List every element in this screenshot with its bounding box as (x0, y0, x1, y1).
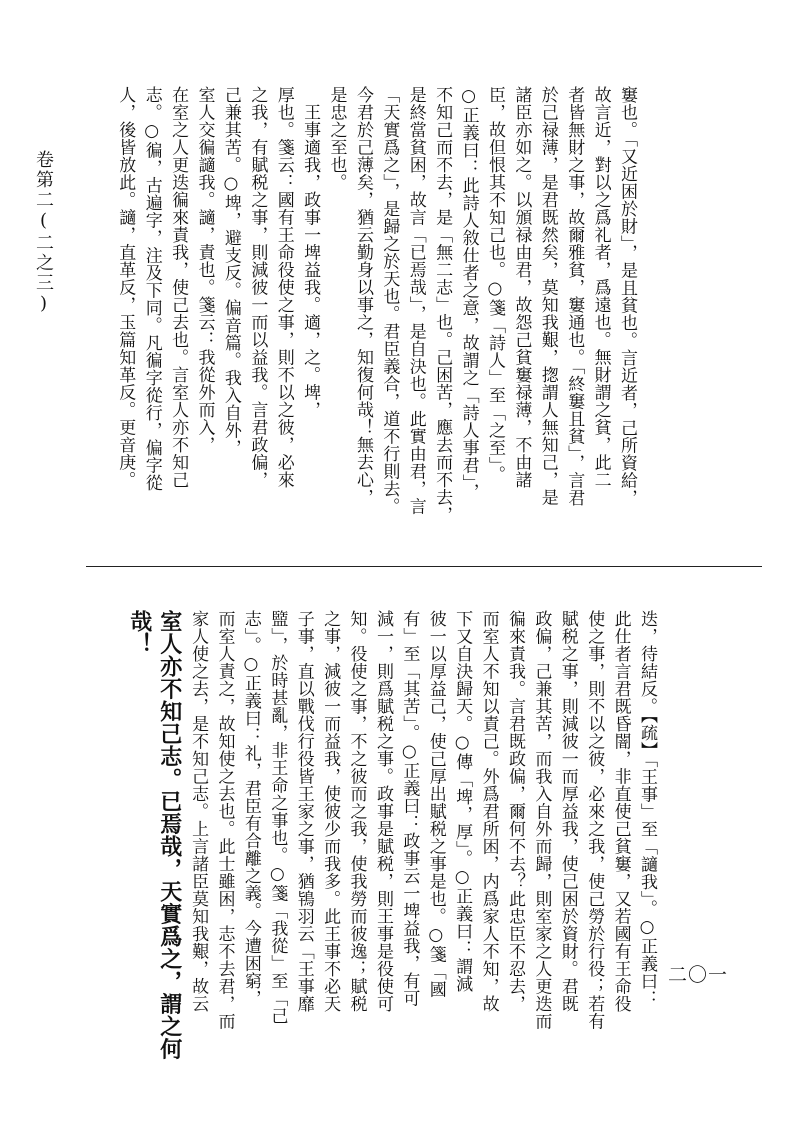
text-column: 是忠之至也。 (326, 86, 347, 191)
text-column: 人，後皆放此。讁，直革反，玉篇知革反。更音庚。 (115, 86, 136, 489)
text-column: 子事，直以戰伐行役皆王家之事，猶鴇羽云「王事靡 (293, 610, 314, 1013)
text-column: 迭，待結反。【疏】「王事」至「讁我」。○正義曰： (637, 610, 657, 1008)
text-column: 減一，則爲賦税之事。政事是賦税，則王事是役使可 (372, 610, 393, 1013)
text-column: 是終當貧困，故言「已焉哉」，是自決也。此實由君，言 (405, 86, 426, 515)
lower-text-block (100, 610, 660, 1080)
text-column: 厚也。箋云：國有王命役使之事，則不以之彼，必來 (273, 86, 294, 489)
text-column: 者皆無財之事，故爾雅貧，窶通也。「終窶且貧」，言君 (564, 86, 585, 507)
text-column: 此仕者言君既昏闇，非直使己貧窶，又若國有王命役 (610, 610, 631, 1013)
text-column: 徧來責我。言君既政偏，爾何不去？此忠臣不忍去， (504, 610, 525, 1013)
text-column: 哉！ (126, 610, 153, 655)
text-column: 臣，故但恨其不知己也。○箋「詩人」至「之至」。 (484, 86, 505, 483)
section-divider (86, 566, 762, 567)
text-column: 室人亦不知己志。已焉哉，天實爲之，謂之何 (156, 610, 183, 1060)
text-column: 彼一以厚益己，使己厚出賦税之事是也。○箋「國 (425, 610, 446, 998)
text-column: 政偏，己兼其苦，而我入自外而歸，則室家之人更迭而 (531, 610, 552, 1030)
text-column: 己兼其苦。○埤，避支反。偏音篇。我入自外， (220, 86, 241, 457)
text-column: 使之事，則不以之彼，必來之我，使己勞於行役；若有 (584, 610, 605, 1030)
text-column: ○正義曰：此詩人敘仕者之意，故謂之「詩人事君」， (458, 86, 479, 501)
upper-text-block (80, 86, 640, 546)
text-column: 而室人責之，故知使之去也。此士雖困，志不去君，而 (214, 610, 235, 1030)
text-column: 家人使之去，是不知己志。上言諸臣莫知我艱，故云 (188, 610, 209, 1013)
text-column: 於己禄薄，是君既然矣，莫知我艱，揔謂人無知己，是 (537, 86, 558, 506)
text-column: 志」。○正義曰：礼，君臣有合離之義。今遭困窮， (240, 610, 261, 1007)
text-column: 窶也。「又近困於財」，是且貧也。言近者，己所資給， (617, 86, 637, 507)
text-column: 王事適我，政事一埤益我。適，之。埤， (300, 86, 321, 419)
text-column: 今君於己薄矣，猶云勤身以事之，知復何哉！無去心， (352, 86, 373, 506)
text-column: 諸臣亦如之。以頒禄由君，故怨己貧窶禄薄，不由諸 (511, 86, 532, 489)
page-number: 二〇一 (668, 964, 729, 986)
text-column: 盬」，於時甚亂，非王命之事也。○箋「我從」至「己 (267, 610, 288, 1025)
text-column: 有」至「其苦」。○正義曰：政事云一埤益我，有可 (399, 610, 420, 1007)
text-column: 室人交徧讁我。讁，責也。箋云：我從外而入， (194, 86, 215, 454)
text-column: 不知己而不去，是「無二志」也。己困苦，應去而不去， (432, 86, 453, 524)
text-column: 賦税之事，則減彼一而厚益我，使己困於資財。君既 (557, 610, 578, 1013)
text-column: 在室之人更迭徧來責我，使己去也。言室人亦不知己 (168, 86, 189, 489)
text-column: 而室人不知以責己。外爲君所困，内爲家人不知，故 (478, 610, 499, 1013)
running-head: 卷第二(二之三) (33, 150, 54, 316)
text-column: 故言近，對以之爲礼者，爲遠也。無財謂之貧，此二 (590, 86, 611, 489)
text-column: 「天實爲之」，是歸之於天也。君臣義合，道不行則去。 (379, 86, 400, 515)
text-column: 之事，減彼一而益我，使彼少而我多。此王事不必天 (320, 610, 341, 1013)
text-column: 下又自決歸天。○傳「埤，厚」。○正義曰：謂減 (452, 610, 473, 993)
text-column: 知。役使之事，不之彼而之我，使我勞而彼逸；賦税 (346, 610, 367, 1013)
text-column: 之我，有賦税之事，則減彼一而以益我。言君政偏， (247, 86, 268, 489)
text-column: 志。○徧，古遍字，注及下同。凡徧字從行，偏字從 (141, 86, 162, 492)
